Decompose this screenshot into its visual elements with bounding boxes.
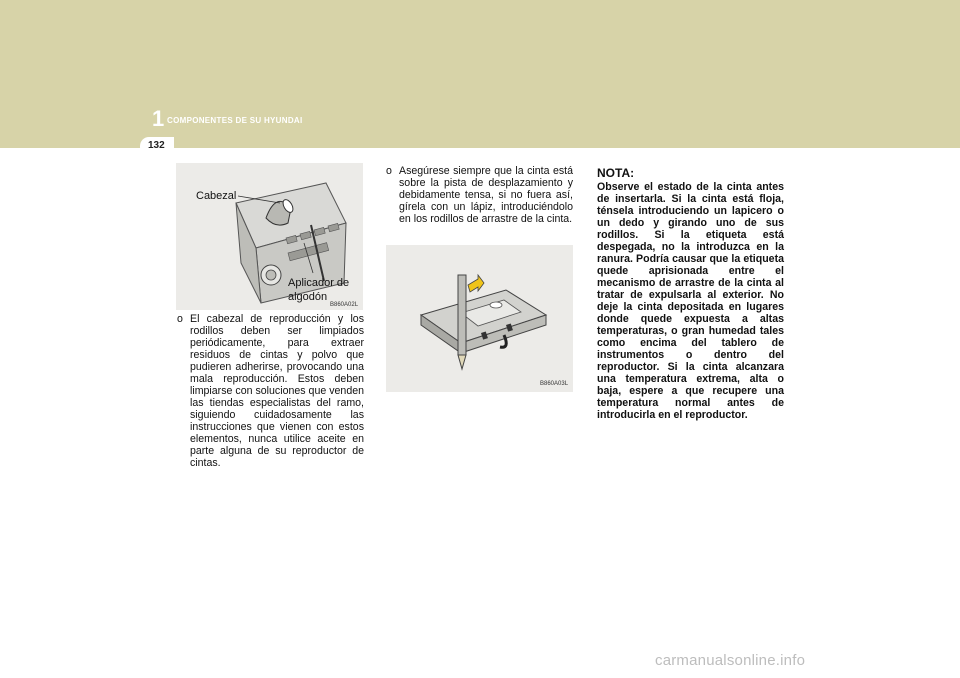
- figure-cassette-pencil: [386, 245, 573, 392]
- cassette-pencil-illustration: [386, 245, 573, 392]
- bullet-marker: o: [177, 313, 183, 325]
- chapter-number: 1: [152, 106, 165, 131]
- paragraph-cleaning: [177, 313, 364, 469]
- note-text: Observe el estado de la cinta antes de insertarla. Si la cinta está floja, ténsela introduciendo un lapicero o un dedo y girando uno de sus rodillos. Si la etiqueta está despegada, no la introduzca en la ranura. Podría causar que la etiqueta quede aprisionada entre el mecanismo de arrastre de la cinta al tratar de expulsarla al exterior. No deje la cinta depositada en lugares donde quede expuesta a altas temperaturas, o gran humedad tales como encima del tablero de instrumentos o dentro del reproductor. Si la cinta alcanzara una temperatura extrema, alta o baja, espere a que recupere una temperatura normal antes de introducirla en el reproductor.: [597, 181, 784, 421]
- page-number: 132: [148, 140, 165, 151]
- note-heading: NOTA:: [597, 166, 635, 180]
- header-band: [0, 0, 960, 148]
- callout-head: Cabezal: [196, 190, 237, 202]
- paragraph-tension-text: Asegúrese siempre que la cinta está sobre la pista de desplazamiento y debidamente tensa, si no fuera así, gírela con un lápiz, introduciéndolo en los rodillos de arrastre de la cinta.: [399, 165, 573, 225]
- paragraph-cleaning-text: El cabezal de reproducción y los rodillos deben ser limpiados periódicamente, para extraer residuos de cintas y polvo que pudieren adherirse, provocando una mala reproducción. Estos deben limpiarse con soluciones que venden las tiendas especialistas del ramo, siguiendo cuidadosamente las instrucciones que vienen con estos elementos, nunca utilice aceite en parte alguna de su reproductor de cintas.: [190, 313, 364, 469]
- bullet-marker: o: [386, 165, 392, 177]
- watermark: carmanualsonline.info: [655, 652, 806, 669]
- paragraph-tension: [386, 165, 573, 225]
- callout-applicator-line2: algodón: [288, 291, 328, 303]
- figure1-code: B860A02L: [330, 302, 359, 308]
- callout-applicator-line1: Aplicador de: [288, 277, 350, 289]
- figure2-code: B860A03L: [540, 381, 569, 387]
- chapter-title: COMPONENTES DE SU HYUNDAI: [167, 116, 303, 125]
